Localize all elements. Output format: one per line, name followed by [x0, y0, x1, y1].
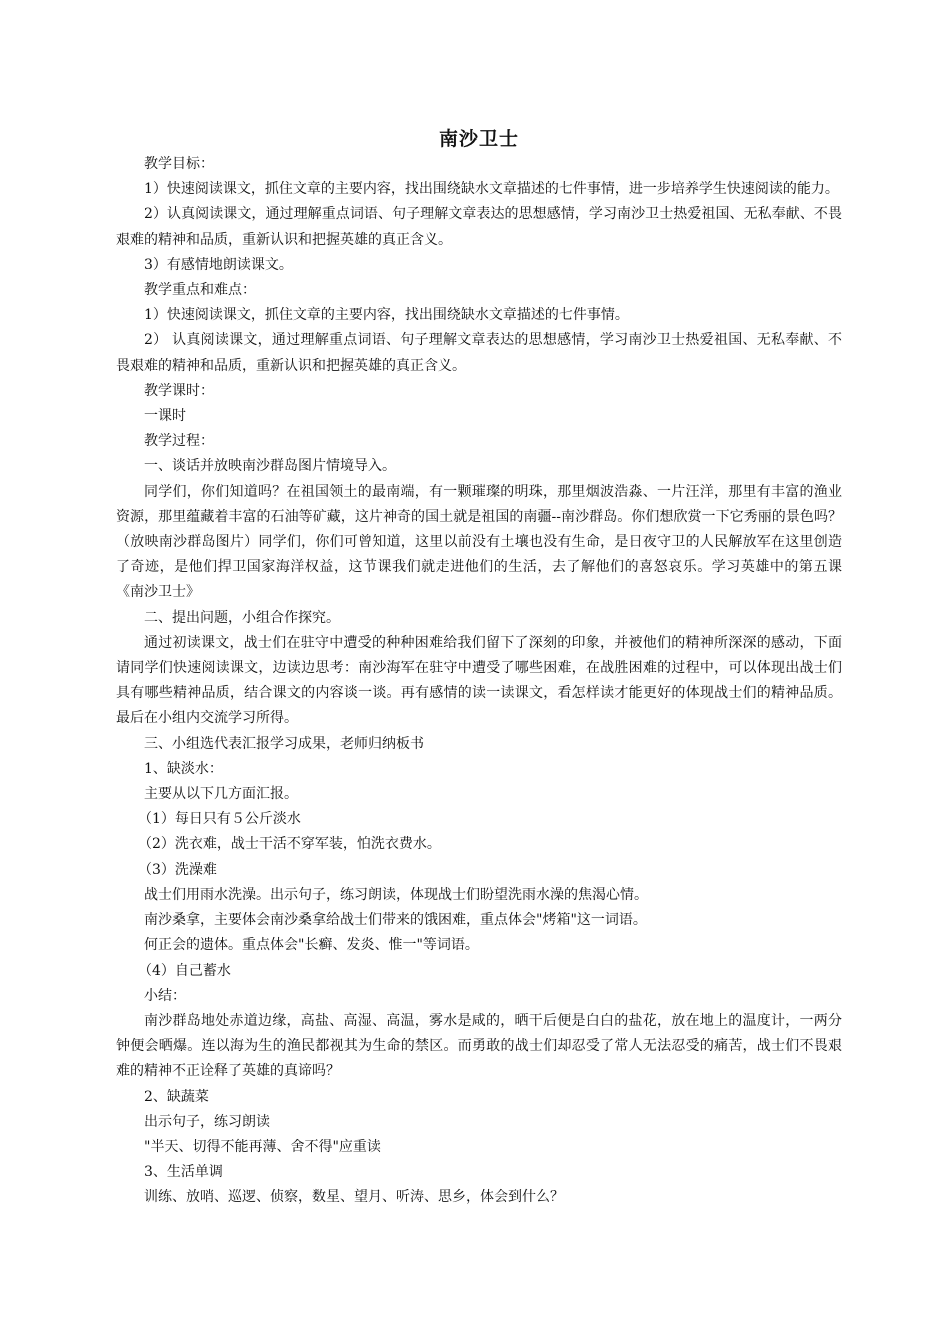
text-line: 主要从以下几方面汇报。 [144, 786, 298, 803]
text-line: 教学课时： [144, 382, 214, 399]
text-line: 出示句子，练习朗读 [144, 1113, 270, 1130]
text-line: 二、提出问题，小组合作探究。 [144, 609, 340, 626]
text-line: "半天、切得不能再薄、舍不得"应重读 [144, 1138, 381, 1155]
text-line: 一课时 [144, 408, 186, 425]
text-line: （1）每日只有５公斤淡水 [138, 811, 301, 828]
text-line: （3）洗澡难 [138, 861, 217, 878]
text-line: 2、缺蔬菜 [144, 1088, 209, 1105]
text-line: 训练、放哨、巡逻、侦察，数星、望月、听涛、思乡，体会到什么？ [144, 1189, 564, 1206]
text-line: 3）有感情地朗读课文。 [144, 256, 293, 273]
text-line: （4）自己蓄水 [138, 962, 231, 979]
paragraph: 同学们，你们知道吗？在祖国领土的最南端，有一颗璀璨的明珠，那里烟波浩淼、一片汪洋，那里有丰富的渔业资源，那里蕴藏着丰富的石油等矿藏，这片神奇的国土就是祖国的南疆--南沙群岛。你们想欣赏一下它秀丽的景色吗？（放映南沙群岛图片）同学们，你们可曾知道，这里以前没有土壤也没有生命，是日夜守卫的人民解放军在这里创造了奇迹，是他们捍卫国家海洋权益，这节课我们就走进他们的生活，去了解他们的喜怒哀乐。学习英雄中的第五课《南沙卫士》 [116, 483, 842, 601]
paragraph: 1）快速阅读课文，抓住文章的主要内容，找出围绕缺水文章描述的七件事情，进一步培养学生快速阅读的能力。 [144, 181, 839, 198]
text-line: 南沙桑拿，主要体会南沙桑拿给战士们带来的饿困难，重点体会"烤箱"这一词语。 [144, 912, 647, 929]
document-body [116, 126, 842, 1211]
paragraph: 2） 认真阅读课文，通过理解重点词语、句子理解文章表达的思想感情，学习南沙卫士热爱祖国、无私奉献、不畏艰难的精神和品质，重新认识和把握英雄的真正含义。 [116, 332, 842, 374]
text-line: （2）洗衣难，战士干活不穿军装，怕洗衣费水。 [138, 836, 441, 853]
document-title: 南沙卫士 [438, 128, 519, 150]
text-line: 1）快速阅读课文，抓住文章的主要内容，找出围绕缺水文章描述的七件事情。 [144, 307, 629, 324]
text-line: 教学重点和难点： [144, 282, 256, 299]
document-text [116, 152, 842, 1211]
text-line: 教学过程： [144, 433, 214, 450]
text-line: 一、谈话并放映南沙群岛图片情境导入。 [144, 458, 396, 475]
text-line: 何正会的遗体。重点体会"长癣、发炎、惟一"等词语。 [144, 937, 479, 954]
text-line: 三、小组选代表汇报学习成果，老师归纳板书 [144, 735, 424, 752]
text-line: 小结： [144, 987, 186, 1004]
text-line: 战士们用雨水洗澡。出示句子，练习朗读，体现战士们盼望洗雨水澡的焦渴心情。 [144, 886, 648, 903]
text-line: 1、缺淡水： [144, 760, 223, 777]
paragraph: 南沙群岛地处赤道边缘，高盐、高湿、高温，雾水是咸的，晒干后便是白白的盐花，放在地上的温度计，一两分钟便会晒爆。连以海为生的渔民都视其为生命的禁区。而勇敢的战士们却忍受了常人无法忍受的痛苦，战士们不畏艰难的精神不正诠释了英雄的真谛吗？ [116, 1012, 842, 1080]
paragraph: 2）认真阅读课文，通过理解重点词语、句子理解文章表达的思想感情，学习南沙卫士热爱祖国、无私奉献、不畏艰难的精神和品质，重新认识和把握英雄的真正含义。 [116, 206, 842, 248]
paragraph: 通过初读课文，战士们在驻守中遭受的种种困难给我们留下了深刻的印象，并被他们的精神所深深的感动，下面请同学们快速阅读课文，边读边思考：南沙海军在驻守中遭受了哪些困难，在战胜困难的过程中，可以体现出战士们具有哪些精神品质，结合课文的内容谈一谈。再有感情的读一读课文，看怎样读才能更好的体现战士们的精神品质。最后在小组内交流学习所得。 [116, 634, 842, 727]
text-line: 教学目标： [144, 156, 214, 172]
text-line: 3、生活单调 [144, 1164, 223, 1181]
